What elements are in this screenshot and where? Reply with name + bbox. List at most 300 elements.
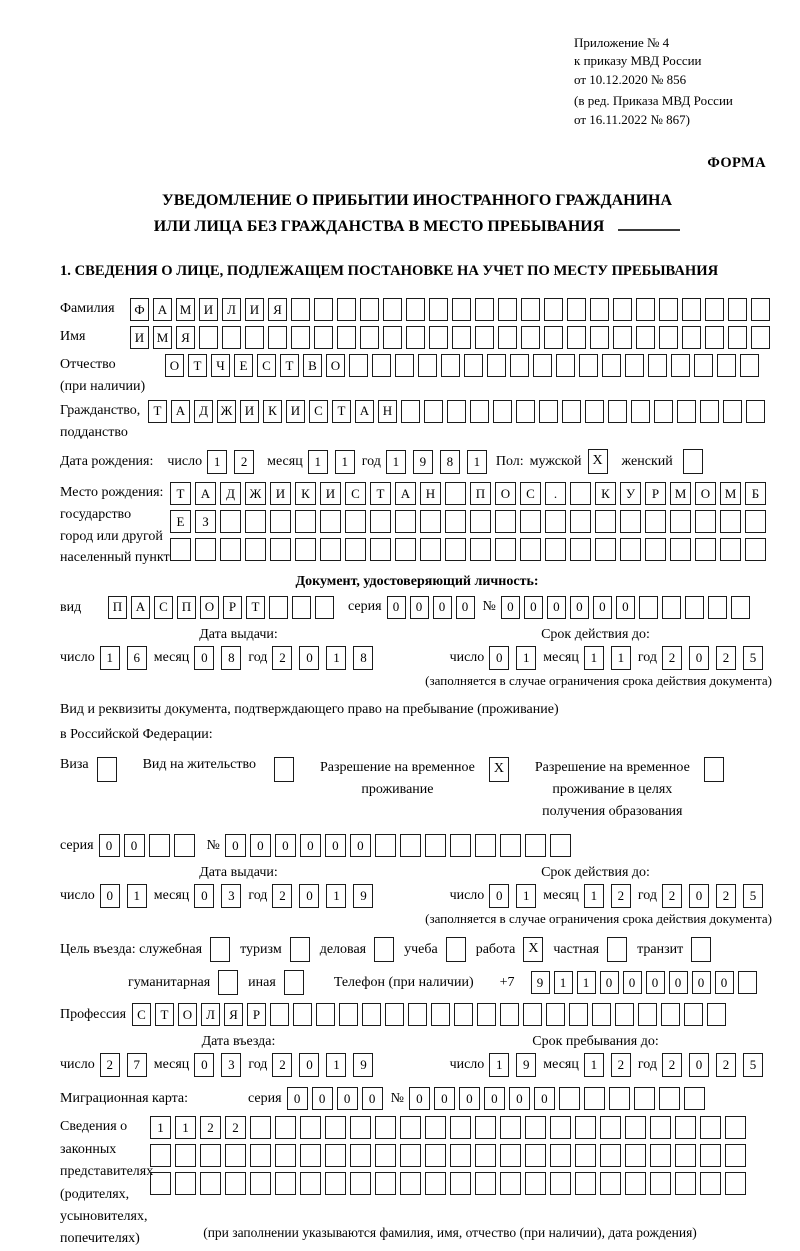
char-box[interactable] <box>210 937 230 962</box>
char-box[interactable] <box>675 1116 696 1139</box>
char-box[interactable]: 0 <box>534 1087 555 1110</box>
char-box[interactable] <box>662 596 681 619</box>
char-box[interactable]: 1 <box>584 1053 604 1077</box>
char-box[interactable] <box>97 757 117 782</box>
char-box[interactable] <box>314 298 333 321</box>
char-box[interactable]: 2 <box>662 884 682 908</box>
char-box[interactable] <box>751 298 770 321</box>
char-box[interactable]: 0 <box>99 834 120 857</box>
char-box[interactable]: 1 <box>326 646 346 670</box>
char-box[interactable]: Н <box>378 400 397 423</box>
char-box[interactable] <box>470 538 491 561</box>
char-box[interactable]: Б <box>745 482 766 505</box>
char-box[interactable] <box>195 538 216 561</box>
char-box[interactable] <box>500 1172 521 1195</box>
char-box[interactable]: 0 <box>387 596 406 619</box>
char-box[interactable] <box>447 400 466 423</box>
char-box[interactable] <box>677 400 696 423</box>
char-box[interactable]: 0 <box>600 971 619 994</box>
char-box[interactable]: Т <box>370 482 391 505</box>
char-box[interactable] <box>375 834 396 857</box>
char-box[interactable] <box>475 1172 496 1195</box>
char-box[interactable] <box>150 1144 171 1167</box>
char-box[interactable] <box>320 538 341 561</box>
char-box[interactable] <box>295 510 316 533</box>
char-box[interactable]: Ж <box>217 400 236 423</box>
char-box[interactable]: 0 <box>715 971 734 994</box>
char-box[interactable] <box>370 510 391 533</box>
char-box[interactable] <box>562 400 581 423</box>
char-box[interactable]: 7 <box>127 1053 147 1077</box>
char-box[interactable] <box>525 1116 546 1139</box>
char-box[interactable]: 0 <box>689 1053 709 1077</box>
char-box[interactable]: 2 <box>272 646 292 670</box>
char-box[interactable] <box>684 1003 703 1026</box>
char-box[interactable] <box>625 1116 646 1139</box>
char-box[interactable]: 0 <box>434 1087 455 1110</box>
char-box[interactable] <box>383 298 402 321</box>
char-box[interactable] <box>650 1144 671 1167</box>
char-box[interactable]: 0 <box>623 971 642 994</box>
char-box[interactable] <box>615 1003 634 1026</box>
char-box[interactable]: 0 <box>299 1053 319 1077</box>
char-box[interactable] <box>609 1087 630 1110</box>
char-box[interactable]: И <box>130 326 149 349</box>
char-box[interactable] <box>292 596 311 619</box>
char-box[interactable]: Л <box>201 1003 220 1026</box>
char-box[interactable] <box>314 326 333 349</box>
char-box[interactable] <box>636 326 655 349</box>
char-box[interactable]: Я <box>176 326 195 349</box>
char-box[interactable]: 3 <box>221 1053 241 1077</box>
char-box[interactable] <box>575 1116 596 1139</box>
char-box[interactable]: 0 <box>225 834 246 857</box>
char-box[interactable] <box>337 298 356 321</box>
char-box[interactable] <box>745 510 766 533</box>
char-box[interactable]: К <box>263 400 282 423</box>
char-box[interactable]: Т <box>332 400 351 423</box>
char-box[interactable]: 0 <box>616 596 635 619</box>
char-box[interactable] <box>250 1116 271 1139</box>
char-box[interactable]: Р <box>223 596 242 619</box>
char-box[interactable] <box>659 326 678 349</box>
char-box[interactable] <box>705 326 724 349</box>
char-box[interactable]: И <box>245 298 264 321</box>
char-box[interactable] <box>291 326 310 349</box>
char-box[interactable]: 0 <box>489 884 509 908</box>
char-box[interactable] <box>520 510 541 533</box>
char-box[interactable] <box>525 834 546 857</box>
char-box[interactable] <box>450 1144 471 1167</box>
char-box[interactable] <box>395 538 416 561</box>
char-box[interactable]: С <box>154 596 173 619</box>
char-box[interactable]: О <box>326 354 345 377</box>
char-box[interactable] <box>607 937 627 962</box>
char-box[interactable] <box>220 510 241 533</box>
char-box[interactable]: 0 <box>275 834 296 857</box>
char-box[interactable] <box>720 538 741 561</box>
char-box[interactable]: 2 <box>200 1116 221 1139</box>
char-box[interactable] <box>425 834 446 857</box>
char-box[interactable] <box>425 1144 446 1167</box>
char-box[interactable]: 8 <box>353 646 373 670</box>
char-box[interactable] <box>200 1144 221 1167</box>
char-box[interactable] <box>645 538 666 561</box>
char-box[interactable]: 0 <box>501 596 520 619</box>
char-box[interactable] <box>684 1087 705 1110</box>
char-box[interactable] <box>570 538 591 561</box>
char-box[interactable] <box>717 354 736 377</box>
char-box[interactable] <box>595 510 616 533</box>
char-box[interactable] <box>705 298 724 321</box>
char-box[interactable]: X <box>588 449 608 474</box>
char-box[interactable] <box>424 400 443 423</box>
char-box[interactable] <box>500 1144 521 1167</box>
char-box[interactable]: Р <box>247 1003 266 1026</box>
char-box[interactable] <box>521 298 540 321</box>
char-box[interactable]: К <box>595 482 616 505</box>
char-box[interactable] <box>659 1087 680 1110</box>
char-box[interactable] <box>218 970 238 995</box>
char-box[interactable] <box>408 1003 427 1026</box>
char-box[interactable] <box>372 354 391 377</box>
char-box[interactable]: Ж <box>245 482 266 505</box>
char-box[interactable]: И <box>199 298 218 321</box>
char-box[interactable]: 3 <box>221 884 241 908</box>
char-box[interactable]: Я <box>224 1003 243 1026</box>
char-box[interactable] <box>707 1003 726 1026</box>
char-box[interactable] <box>446 937 466 962</box>
char-box[interactable]: 0 <box>337 1087 358 1110</box>
char-box[interactable]: 2 <box>662 646 682 670</box>
char-box[interactable]: 0 <box>299 646 319 670</box>
char-box[interactable] <box>659 298 678 321</box>
char-box[interactable]: 0 <box>100 884 120 908</box>
char-box[interactable]: Т <box>188 354 207 377</box>
char-box[interactable] <box>429 298 448 321</box>
char-box[interactable] <box>175 1144 196 1167</box>
char-box[interactable] <box>400 1172 421 1195</box>
char-box[interactable]: 1 <box>554 971 573 994</box>
char-box[interactable] <box>670 538 691 561</box>
char-box[interactable]: Ф <box>130 298 149 321</box>
char-box[interactable] <box>295 538 316 561</box>
char-box[interactable] <box>613 298 632 321</box>
char-box[interactable] <box>325 1116 346 1139</box>
char-box[interactable]: И <box>270 482 291 505</box>
char-box[interactable] <box>521 326 540 349</box>
char-box[interactable] <box>725 1116 746 1139</box>
char-box[interactable] <box>454 1003 473 1026</box>
char-box[interactable]: 0 <box>350 834 371 857</box>
char-box[interactable]: У <box>620 482 641 505</box>
char-box[interactable]: А <box>131 596 150 619</box>
char-box[interactable] <box>708 596 727 619</box>
char-box[interactable] <box>400 834 421 857</box>
char-box[interactable]: 1 <box>467 450 487 474</box>
char-box[interactable]: 1 <box>150 1116 171 1139</box>
char-box[interactable] <box>495 510 516 533</box>
char-box[interactable] <box>751 326 770 349</box>
char-box[interactable]: 0 <box>194 884 214 908</box>
char-box[interactable] <box>300 1144 321 1167</box>
char-box[interactable] <box>445 510 466 533</box>
char-box[interactable] <box>539 400 558 423</box>
char-box[interactable] <box>477 1003 496 1026</box>
char-box[interactable]: 0 <box>433 596 452 619</box>
char-box[interactable] <box>525 1144 546 1167</box>
char-box[interactable] <box>675 1144 696 1167</box>
char-box[interactable] <box>595 538 616 561</box>
char-box[interactable] <box>620 538 641 561</box>
char-box[interactable]: 0 <box>409 1087 430 1110</box>
char-box[interactable] <box>275 1172 296 1195</box>
char-box[interactable]: 1 <box>175 1116 196 1139</box>
char-box[interactable] <box>500 834 521 857</box>
char-box[interactable] <box>374 937 394 962</box>
char-box[interactable]: 0 <box>194 1053 214 1077</box>
char-box[interactable]: 2 <box>234 450 254 474</box>
char-box[interactable] <box>175 1172 196 1195</box>
char-box[interactable] <box>269 596 288 619</box>
char-box[interactable]: П <box>108 596 127 619</box>
char-box[interactable] <box>275 1116 296 1139</box>
char-box[interactable]: 1 <box>326 1053 346 1077</box>
char-box[interactable] <box>608 400 627 423</box>
char-box[interactable] <box>345 510 366 533</box>
char-box[interactable]: 1 <box>386 450 406 474</box>
char-box[interactable] <box>293 1003 312 1026</box>
char-box[interactable]: 0 <box>593 596 612 619</box>
char-box[interactable]: Т <box>246 596 265 619</box>
char-box[interactable]: 0 <box>456 596 475 619</box>
char-box[interactable] <box>149 834 170 857</box>
char-box[interactable] <box>567 326 586 349</box>
char-box[interactable] <box>475 1144 496 1167</box>
char-box[interactable] <box>634 1087 655 1110</box>
char-box[interactable] <box>475 326 494 349</box>
char-box[interactable] <box>683 449 703 474</box>
char-box[interactable]: 1 <box>516 646 536 670</box>
char-box[interactable]: М <box>153 326 172 349</box>
char-box[interactable] <box>592 1003 611 1026</box>
char-box[interactable] <box>654 400 673 423</box>
char-box[interactable] <box>600 1144 621 1167</box>
char-box[interactable] <box>590 326 609 349</box>
char-box[interactable] <box>567 298 586 321</box>
char-box[interactable] <box>544 298 563 321</box>
char-box[interactable]: К <box>295 482 316 505</box>
char-box[interactable] <box>385 1003 404 1026</box>
char-box[interactable] <box>375 1172 396 1195</box>
char-box[interactable] <box>620 510 641 533</box>
char-box[interactable] <box>425 1116 446 1139</box>
char-box[interactable]: И <box>320 482 341 505</box>
char-box[interactable] <box>613 326 632 349</box>
char-box[interactable] <box>720 510 741 533</box>
char-box[interactable] <box>450 834 471 857</box>
char-box[interactable]: Т <box>280 354 299 377</box>
char-box[interactable] <box>559 1087 580 1110</box>
char-box[interactable]: 2 <box>272 884 292 908</box>
char-box[interactable] <box>475 1116 496 1139</box>
char-box[interactable] <box>245 326 264 349</box>
char-box[interactable] <box>325 1172 346 1195</box>
char-box[interactable]: 1 <box>611 646 631 670</box>
char-box[interactable] <box>545 510 566 533</box>
char-box[interactable] <box>350 1144 371 1167</box>
char-box[interactable]: 2 <box>716 884 736 908</box>
char-box[interactable]: О <box>695 482 716 505</box>
char-box[interactable]: 0 <box>410 596 429 619</box>
char-box[interactable] <box>360 298 379 321</box>
char-box[interactable]: С <box>257 354 276 377</box>
char-box[interactable]: 2 <box>225 1116 246 1139</box>
char-box[interactable] <box>400 1116 421 1139</box>
char-box[interactable]: 0 <box>669 971 688 994</box>
char-box[interactable] <box>274 757 294 782</box>
char-box[interactable]: М <box>720 482 741 505</box>
char-box[interactable]: Я <box>268 298 287 321</box>
char-box[interactable] <box>450 1116 471 1139</box>
char-box[interactable] <box>661 1003 680 1026</box>
char-box[interactable] <box>284 970 304 995</box>
char-box[interactable] <box>495 538 516 561</box>
char-box[interactable] <box>602 354 621 377</box>
char-box[interactable]: А <box>395 482 416 505</box>
char-box[interactable]: О <box>165 354 184 377</box>
char-box[interactable] <box>740 354 759 377</box>
char-box[interactable] <box>545 538 566 561</box>
char-box[interactable] <box>470 400 489 423</box>
char-box[interactable]: Т <box>148 400 167 423</box>
char-box[interactable]: 9 <box>516 1053 536 1077</box>
char-box[interactable] <box>556 354 575 377</box>
char-box[interactable]: 0 <box>489 646 509 670</box>
char-box[interactable] <box>270 1003 289 1026</box>
char-box[interactable] <box>337 326 356 349</box>
char-box[interactable]: 8 <box>440 450 460 474</box>
char-box[interactable] <box>550 1144 571 1167</box>
char-box[interactable] <box>464 354 483 377</box>
char-box[interactable] <box>695 510 716 533</box>
char-box[interactable] <box>290 937 310 962</box>
char-box[interactable] <box>370 538 391 561</box>
char-box[interactable]: 0 <box>459 1087 480 1110</box>
char-box[interactable] <box>520 538 541 561</box>
char-box[interactable]: 0 <box>362 1087 383 1110</box>
char-box[interactable] <box>431 1003 450 1026</box>
char-box[interactable] <box>400 1144 421 1167</box>
char-box[interactable]: 2 <box>100 1053 120 1077</box>
char-box[interactable] <box>694 354 713 377</box>
char-box[interactable]: 0 <box>484 1087 505 1110</box>
char-box[interactable]: 2 <box>662 1053 682 1077</box>
char-box[interactable]: Д <box>220 482 241 505</box>
char-box[interactable]: 0 <box>692 971 711 994</box>
char-box[interactable]: 0 <box>300 834 321 857</box>
char-box[interactable] <box>270 538 291 561</box>
char-box[interactable]: 2 <box>611 1053 631 1077</box>
char-box[interactable] <box>268 326 287 349</box>
char-box[interactable]: X <box>523 937 543 962</box>
char-box[interactable] <box>585 400 604 423</box>
char-box[interactable]: С <box>520 482 541 505</box>
char-box[interactable] <box>360 326 379 349</box>
char-box[interactable]: 1 <box>335 450 355 474</box>
char-box[interactable] <box>650 1116 671 1139</box>
char-box[interactable]: А <box>153 298 172 321</box>
char-box[interactable]: 0 <box>287 1087 308 1110</box>
char-box[interactable] <box>625 1144 646 1167</box>
char-box[interactable]: 1 <box>516 884 536 908</box>
char-box[interactable] <box>316 1003 335 1026</box>
char-box[interactable]: О <box>495 482 516 505</box>
char-box[interactable] <box>200 1172 221 1195</box>
char-box[interactable]: Л <box>222 298 241 321</box>
char-box[interactable]: М <box>670 482 691 505</box>
char-box[interactable] <box>250 1172 271 1195</box>
char-box[interactable] <box>362 1003 381 1026</box>
char-box[interactable] <box>500 1003 519 1026</box>
char-box[interactable]: 2 <box>611 884 631 908</box>
char-box[interactable] <box>700 400 719 423</box>
char-box[interactable] <box>291 298 310 321</box>
char-box[interactable] <box>375 1144 396 1167</box>
char-box[interactable] <box>525 1172 546 1195</box>
char-box[interactable]: С <box>309 400 328 423</box>
char-box[interactable] <box>523 1003 542 1026</box>
char-box[interactable] <box>570 482 591 505</box>
char-box[interactable] <box>475 298 494 321</box>
char-box[interactable] <box>584 1087 605 1110</box>
char-box[interactable]: 0 <box>299 884 319 908</box>
char-box[interactable] <box>671 354 690 377</box>
char-box[interactable] <box>685 596 704 619</box>
char-box[interactable] <box>625 1172 646 1195</box>
char-box[interactable] <box>600 1116 621 1139</box>
char-box[interactable] <box>636 298 655 321</box>
char-box[interactable] <box>395 354 414 377</box>
char-box[interactable] <box>174 834 195 857</box>
char-box[interactable]: 0 <box>250 834 271 857</box>
char-box[interactable] <box>300 1116 321 1139</box>
char-box[interactable] <box>570 510 591 533</box>
char-box[interactable] <box>682 298 701 321</box>
char-box[interactable]: 9 <box>531 971 550 994</box>
char-box[interactable] <box>575 1144 596 1167</box>
char-box[interactable] <box>670 510 691 533</box>
char-box[interactable]: И <box>286 400 305 423</box>
char-box[interactable] <box>723 400 742 423</box>
char-box[interactable] <box>220 538 241 561</box>
char-box[interactable] <box>728 326 747 349</box>
char-box[interactable]: 0 <box>509 1087 530 1110</box>
char-box[interactable]: А <box>355 400 374 423</box>
char-box[interactable]: 0 <box>124 834 145 857</box>
char-box[interactable]: 1 <box>584 646 604 670</box>
char-box[interactable]: О <box>200 596 219 619</box>
char-box[interactable] <box>222 326 241 349</box>
char-box[interactable]: 5 <box>743 646 763 670</box>
char-box[interactable]: 1 <box>489 1053 509 1077</box>
char-box[interactable] <box>498 298 517 321</box>
char-box[interactable]: Е <box>170 510 191 533</box>
char-box[interactable]: 5 <box>743 884 763 908</box>
char-box[interactable]: И <box>240 400 259 423</box>
char-box[interactable]: 1 <box>100 646 120 670</box>
char-box[interactable]: 1 <box>127 884 147 908</box>
